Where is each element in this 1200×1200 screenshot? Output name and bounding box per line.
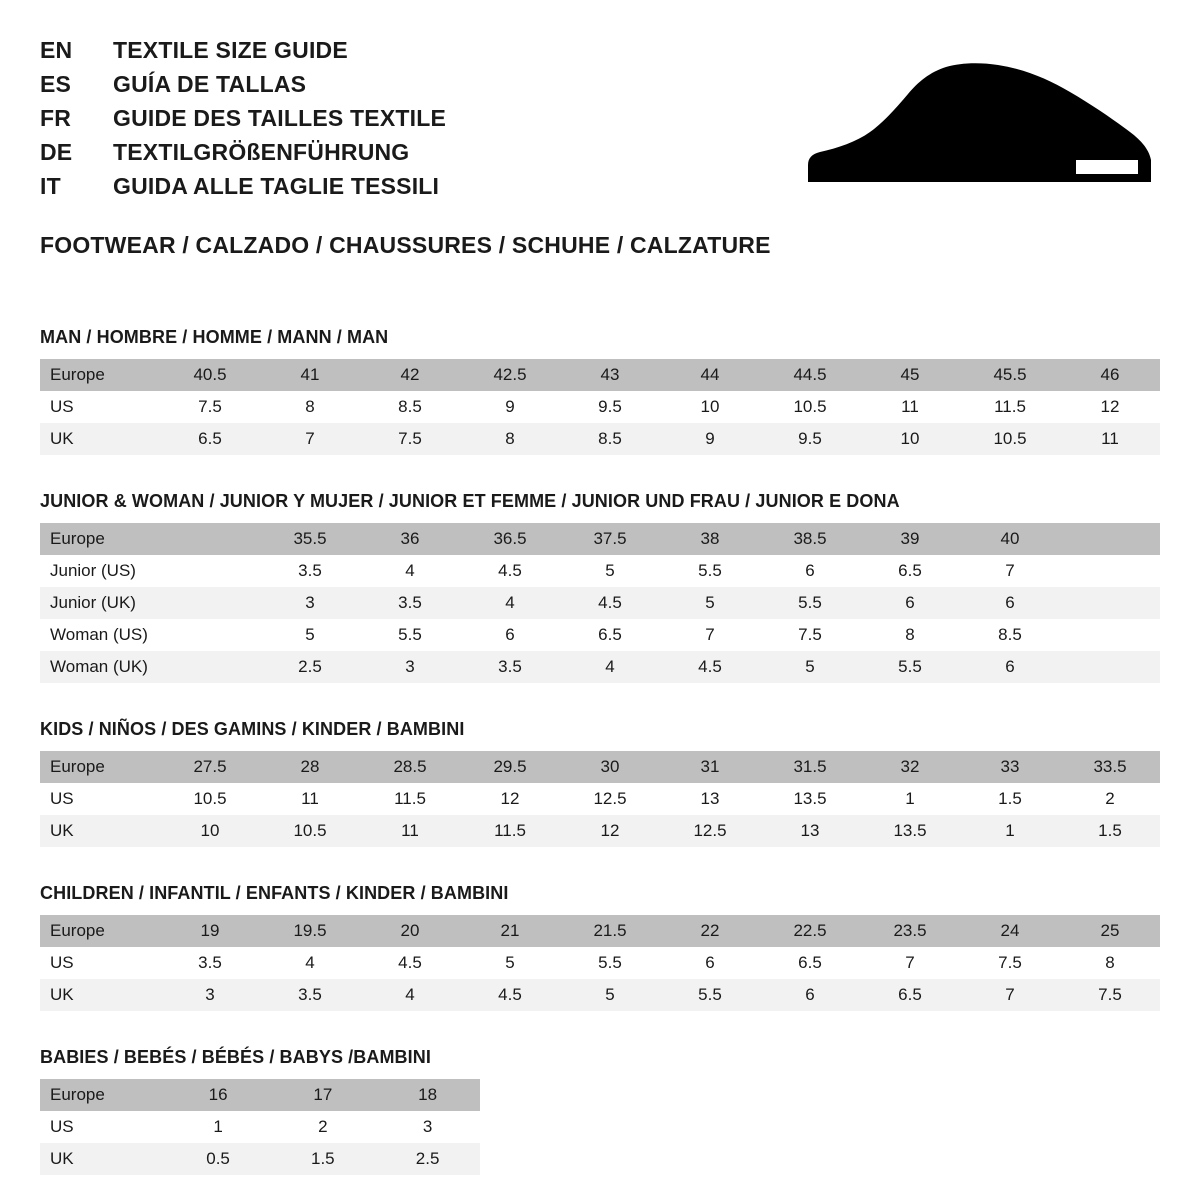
language-list xyxy=(40,34,446,202)
section-junior-woman xyxy=(40,491,1160,683)
cell: 3.5 xyxy=(260,555,360,587)
cell: 38 xyxy=(660,523,760,555)
table-row xyxy=(40,783,1160,815)
row-label: Europe xyxy=(40,751,160,783)
cell: 7.5 xyxy=(1060,979,1160,1011)
cell: 40 xyxy=(960,523,1060,555)
cell: 36 xyxy=(360,523,460,555)
cell: 7 xyxy=(260,423,360,455)
section-man xyxy=(40,327,1160,455)
cell: 3.5 xyxy=(260,979,360,1011)
cell: 7 xyxy=(660,619,760,651)
table-row xyxy=(40,391,1160,423)
section-title: CHILDREN / INFANTIL / ENFANTS / KINDER / BAMBINI xyxy=(40,883,509,903)
size-table-children xyxy=(40,915,1160,1011)
language-code: EN xyxy=(40,37,73,63)
cell: 19 xyxy=(160,915,260,947)
cell xyxy=(1060,555,1160,587)
category-title: FOOTWEAR / CALZADO / CHAUSSURES / SCHUHE / CALZATURE xyxy=(40,232,771,258)
cell: 3 xyxy=(160,979,260,1011)
cell: 12.5 xyxy=(560,783,660,815)
cell: 4 xyxy=(560,651,660,683)
cell: 5 xyxy=(560,979,660,1011)
cell: 6.5 xyxy=(860,979,960,1011)
cell: 5.5 xyxy=(660,979,760,1011)
row-label: UK xyxy=(40,979,160,1011)
cell: 2.5 xyxy=(260,651,360,683)
cell: 6.5 xyxy=(760,947,860,979)
cell: 12 xyxy=(1060,391,1160,423)
cell: 9 xyxy=(660,423,760,455)
language-row xyxy=(40,34,446,66)
cell: 46 xyxy=(1060,359,1160,391)
language-row xyxy=(40,102,446,134)
cell: 4.5 xyxy=(360,947,460,979)
cell: 9.5 xyxy=(760,423,860,455)
cell: 4 xyxy=(460,587,560,619)
language-row xyxy=(40,136,446,168)
cell: 7 xyxy=(960,555,1060,587)
language-title: GUÍA DE TALLAS xyxy=(113,71,307,97)
cell: 10.5 xyxy=(960,423,1060,455)
cell: 17 xyxy=(270,1079,375,1111)
cell: 6 xyxy=(960,587,1060,619)
cell: 8.5 xyxy=(360,391,460,423)
cell: 44 xyxy=(660,359,760,391)
cell: 4.5 xyxy=(560,587,660,619)
size-table-man xyxy=(40,359,1160,455)
cell: 1.5 xyxy=(1060,815,1160,847)
cell: 7 xyxy=(860,947,960,979)
table-row xyxy=(40,1111,480,1143)
section-title: BABIES / BEBÉS / BÉBÉS / BABYS /BAMBINI xyxy=(40,1047,431,1067)
cell: 8.5 xyxy=(960,619,1060,651)
row-label: Junior (US) xyxy=(40,555,160,587)
cell: 6.5 xyxy=(860,555,960,587)
cell: 13 xyxy=(660,783,760,815)
section-kids xyxy=(40,719,1160,847)
cell: 6 xyxy=(760,979,860,1011)
cell: 22 xyxy=(660,915,760,947)
cell: 44.5 xyxy=(760,359,860,391)
cell: 5 xyxy=(760,651,860,683)
language-title: TEXTILE SIZE GUIDE xyxy=(113,37,348,63)
section-title: JUNIOR & WOMAN / JUNIOR Y MUJER / JUNIOR ET FEMME / JUNIOR UND FRAU / JUNIOR E DONA xyxy=(40,491,900,511)
row-label: US xyxy=(40,391,160,423)
table-row xyxy=(40,915,1160,947)
language-code: IT xyxy=(40,173,61,199)
cell: 6 xyxy=(760,555,860,587)
cell: 13.5 xyxy=(860,815,960,847)
cell: 5.5 xyxy=(360,619,460,651)
cell: 11 xyxy=(860,391,960,423)
cell: 42.5 xyxy=(460,359,560,391)
cell xyxy=(1060,587,1160,619)
cell: 30 xyxy=(560,751,660,783)
cell: 6 xyxy=(460,619,560,651)
table-row xyxy=(40,815,1160,847)
cell: 7.5 xyxy=(960,947,1060,979)
table-row xyxy=(40,587,1160,619)
cell: 0.5 xyxy=(166,1143,271,1175)
language-code: DE xyxy=(40,139,73,165)
cell: 11.5 xyxy=(360,783,460,815)
language-row xyxy=(40,68,446,100)
cell: 43 xyxy=(560,359,660,391)
cell: 11.5 xyxy=(460,815,560,847)
row-label: UK xyxy=(40,423,160,455)
cell: 5.5 xyxy=(860,651,960,683)
cell: 33.5 xyxy=(1060,751,1160,783)
cell: 12 xyxy=(460,783,560,815)
cell: 1.5 xyxy=(270,1143,375,1175)
language-code: ES xyxy=(40,71,72,97)
cell: 2 xyxy=(270,1111,375,1143)
cell: 10 xyxy=(860,423,960,455)
cell: 6.5 xyxy=(160,423,260,455)
cell: 6 xyxy=(960,651,1060,683)
cell: 4 xyxy=(360,979,460,1011)
cell: 3.5 xyxy=(460,651,560,683)
cell: 45 xyxy=(860,359,960,391)
table-row xyxy=(40,423,1160,455)
section-babies xyxy=(40,1047,1160,1175)
cell: 5 xyxy=(660,587,760,619)
row-label: UK xyxy=(40,1143,166,1175)
section-children xyxy=(40,883,1160,1011)
size-table-kids xyxy=(40,751,1160,847)
cell: 4 xyxy=(360,555,460,587)
cell: 24 xyxy=(960,915,1060,947)
language-row xyxy=(40,170,446,202)
table-row xyxy=(40,619,1160,651)
row-label: UK xyxy=(40,815,160,847)
table-row xyxy=(40,555,1160,587)
cell: 4.5 xyxy=(660,651,760,683)
cell: 9.5 xyxy=(560,391,660,423)
cell xyxy=(1060,619,1160,651)
language-code: FR xyxy=(40,105,72,131)
row-label: Europe xyxy=(40,523,160,555)
cell: 4 xyxy=(260,947,360,979)
cell: 40.5 xyxy=(160,359,260,391)
row-label: US xyxy=(40,947,160,979)
cell: 41 xyxy=(260,359,360,391)
cell: 8 xyxy=(460,423,560,455)
cell: 4.5 xyxy=(460,555,560,587)
table-row xyxy=(40,947,1160,979)
cell: 8 xyxy=(860,619,960,651)
row-label: Woman (US) xyxy=(40,619,160,651)
cell: 5.5 xyxy=(560,947,660,979)
cell: 3.5 xyxy=(160,947,260,979)
row-label: US xyxy=(40,783,160,815)
cell: 11 xyxy=(1060,423,1160,455)
cell: 6.5 xyxy=(560,619,660,651)
cell: 23.5 xyxy=(860,915,960,947)
cell: 32 xyxy=(860,751,960,783)
cell: 35.5 xyxy=(260,523,360,555)
shoe-illustration xyxy=(800,34,1160,192)
cell: 10 xyxy=(660,391,760,423)
row-label: Europe xyxy=(40,915,160,947)
row-label: Woman (UK) xyxy=(40,651,160,683)
row-label: Europe xyxy=(40,359,160,391)
cell: 11 xyxy=(360,815,460,847)
dress-shoe-icon xyxy=(808,62,1153,192)
table-row xyxy=(40,651,1160,683)
cell: 7.5 xyxy=(360,423,460,455)
cell: 5.5 xyxy=(760,587,860,619)
cell: 19.5 xyxy=(260,915,360,947)
cell: 18 xyxy=(375,1079,480,1111)
cell: 27.5 xyxy=(160,751,260,783)
cell: 31 xyxy=(660,751,760,783)
cell: 11.5 xyxy=(960,391,1060,423)
cell: 3 xyxy=(260,587,360,619)
cell: 42 xyxy=(360,359,460,391)
cell xyxy=(160,555,260,587)
cell: 12 xyxy=(560,815,660,847)
cell xyxy=(1060,651,1160,683)
cell: 1 xyxy=(860,783,960,815)
cell: 1 xyxy=(960,815,1060,847)
cell: 8.5 xyxy=(560,423,660,455)
cell: 10 xyxy=(160,815,260,847)
cell: 7 xyxy=(960,979,1060,1011)
cell: 10.5 xyxy=(760,391,860,423)
cell: 4.5 xyxy=(460,979,560,1011)
size-table-babies xyxy=(40,1079,480,1175)
cell: 2.5 xyxy=(375,1143,480,1175)
language-title: GUIDA ALLE TAGLIE TESSILI xyxy=(113,173,440,199)
cell: 1 xyxy=(166,1111,271,1143)
page-header xyxy=(40,34,1160,202)
cell: 6 xyxy=(860,587,960,619)
cell: 28.5 xyxy=(360,751,460,783)
cell: 13 xyxy=(760,815,860,847)
cell: 1.5 xyxy=(960,783,1060,815)
section-title: KIDS / NIÑOS / DES GAMINS / KINDER / BAMBINI xyxy=(40,719,465,739)
cell: 20 xyxy=(360,915,460,947)
cell: 33 xyxy=(960,751,1060,783)
cell: 21 xyxy=(460,915,560,947)
row-label: US xyxy=(40,1111,166,1143)
cell: 45.5 xyxy=(960,359,1060,391)
table-row xyxy=(40,523,1160,555)
cell: 31.5 xyxy=(760,751,860,783)
cell xyxy=(160,587,260,619)
cell: 13.5 xyxy=(760,783,860,815)
cell: 8 xyxy=(1060,947,1160,979)
cell: 16 xyxy=(166,1079,271,1111)
cell: 28 xyxy=(260,751,360,783)
size-table-junior-woman xyxy=(40,523,1160,683)
cell: 2 xyxy=(1060,783,1160,815)
cell: 7.5 xyxy=(760,619,860,651)
cell: 3 xyxy=(375,1111,480,1143)
cell: 38.5 xyxy=(760,523,860,555)
table-row xyxy=(40,1079,480,1111)
cell: 8 xyxy=(260,391,360,423)
cell xyxy=(160,619,260,651)
cell: 10.5 xyxy=(260,815,360,847)
cell: 29.5 xyxy=(460,751,560,783)
cell: 22.5 xyxy=(760,915,860,947)
table-row xyxy=(40,979,1160,1011)
cell xyxy=(1060,523,1160,555)
cell: 5 xyxy=(260,619,360,651)
cell: 37.5 xyxy=(560,523,660,555)
row-label: Europe xyxy=(40,1079,166,1111)
cell: 12.5 xyxy=(660,815,760,847)
cell: 3 xyxy=(360,651,460,683)
table-row xyxy=(40,1143,480,1175)
section-title: MAN / HOMBRE / HOMME / MANN / MAN xyxy=(40,327,389,347)
cell: 36.5 xyxy=(460,523,560,555)
cell: 11 xyxy=(260,783,360,815)
cell: 10.5 xyxy=(160,783,260,815)
cell: 3.5 xyxy=(360,587,460,619)
cell: 39 xyxy=(860,523,960,555)
language-title: TEXTILGRÖßENFÜHRUNG xyxy=(113,139,410,165)
cell xyxy=(160,651,260,683)
table-row xyxy=(40,359,1160,391)
language-title: GUIDE DES TAILLES TEXTILE xyxy=(113,105,446,131)
cell: 7.5 xyxy=(160,391,260,423)
row-label: Junior (UK) xyxy=(40,587,160,619)
cell: 5.5 xyxy=(660,555,760,587)
table-row xyxy=(40,751,1160,783)
cell: 6 xyxy=(660,947,760,979)
cell: 5 xyxy=(560,555,660,587)
cell: 9 xyxy=(460,391,560,423)
cell xyxy=(160,523,260,555)
cell: 5 xyxy=(460,947,560,979)
cell: 21.5 xyxy=(560,915,660,947)
cell: 25 xyxy=(1060,915,1160,947)
